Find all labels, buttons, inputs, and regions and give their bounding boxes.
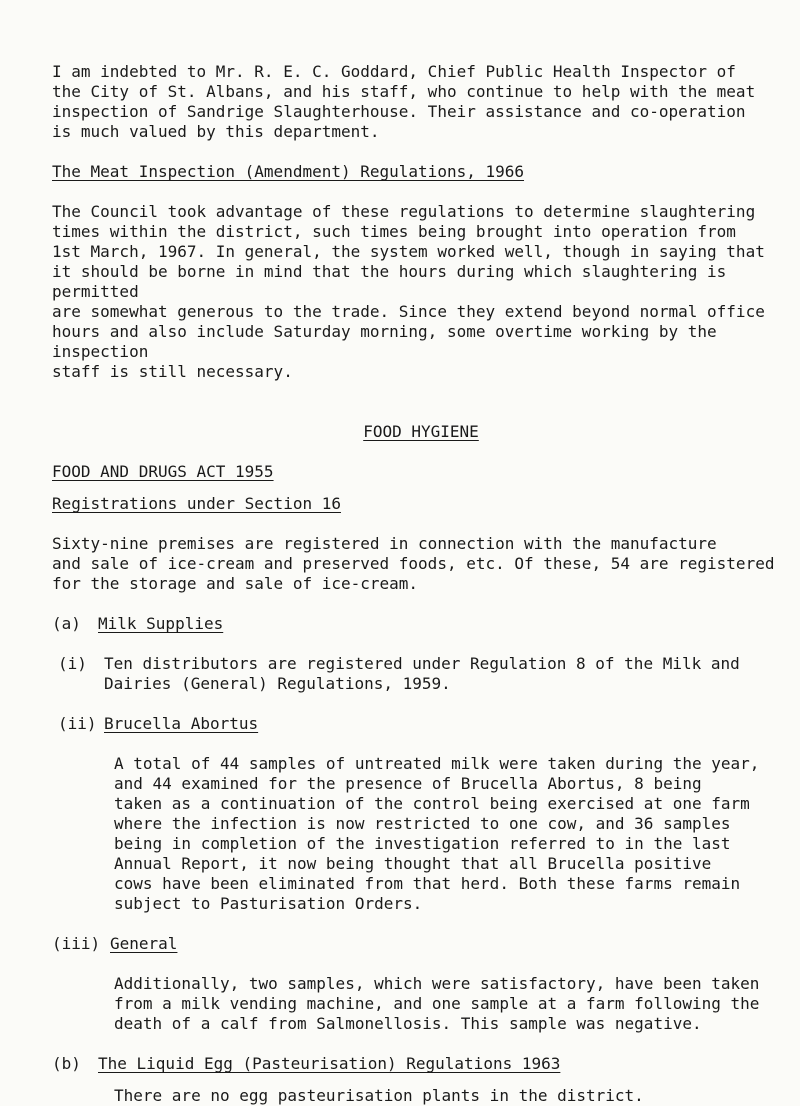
food-hygiene-heading: FOOD HYGIENE: [363, 422, 479, 441]
liquid-egg-paragraph: There are no egg pasteurisation plants in the district.: [114, 1086, 644, 1105]
general-paragraph: Additionally, two samples, which were satisfactory, have been taken from a milk vending machine, and one sample at a farm following the death of a calf from Salmonellosis. This sample was negative.: [114, 974, 760, 1033]
brucella-abortus-heading: Brucella Abortus: [104, 714, 259, 733]
liquid-egg-heading: The Liquid Egg (Pasteurisation) Regulations 1963: [98, 1054, 561, 1073]
general-heading: General: [110, 934, 178, 953]
brucella-abortus-paragraph: A total of 44 samples of untreated milk were taken during the year, and 44 examined for the presence of Brucella Abortus, 8 being taken as a continuation of the control being exercised at one farm where the infection is now restricted to one cow, and 36 samples being in completion of the investigation referred to in the last Annual Report, it now being thought that all Brucella positive cows have been eliminated from that herd. Both these farms remain subject to Pasturisation Orders.: [114, 754, 760, 913]
document-page: [52, 62, 790, 1106]
food-drugs-act-heading: FOOD AND DRUGS ACT 1955: [52, 462, 274, 481]
section-b-label: (b): [52, 1054, 81, 1073]
milk-supplies-heading: Milk Supplies: [98, 614, 224, 633]
item-i-text: Ten distributors are registered under Regulation 8 of the Milk and Dairies (General) Regulations, 1959.: [104, 654, 740, 693]
item-iii-label: (iii): [52, 934, 101, 953]
item-ii-label: (ii): [58, 714, 97, 733]
intro-paragraph: I am indebted to Mr. R. E. C. Goddard, Chief Public Health Inspector of the City of St. Albans, and his staff, who continue to help with the meat inspection of Sandrige Slaughterhouse. Their assistance and co-operation is much valued by this department.: [52, 62, 756, 141]
registrations-heading: Registrations under Section 16: [52, 494, 341, 513]
section-a-label: (a): [52, 614, 81, 633]
meat-inspection-heading: The Meat Inspection (Amendment) Regulations, 1966: [52, 162, 525, 181]
meat-inspection-paragraph: The Council took advantage of these regulations to determine slaughtering times within the district, such times being brought into operation from 1st March, 1967. In general, the system worked well, though in saying that it should be borne in mind that the hours during which slaughtering is permitted are somewhat generous to the trade. Since they extend beyond normal office hours and also include Saturday morning, some overtime working by the inspection staff is still necessary.: [52, 202, 765, 381]
item-i-label: (i): [58, 654, 87, 673]
registrations-paragraph: Sixty-nine premises are registered in connection with the manufacture and sale of ice-cream and preserved foods, etc. Of these, 54 are registered for the storage and sale of ice-cream.: [52, 534, 775, 593]
